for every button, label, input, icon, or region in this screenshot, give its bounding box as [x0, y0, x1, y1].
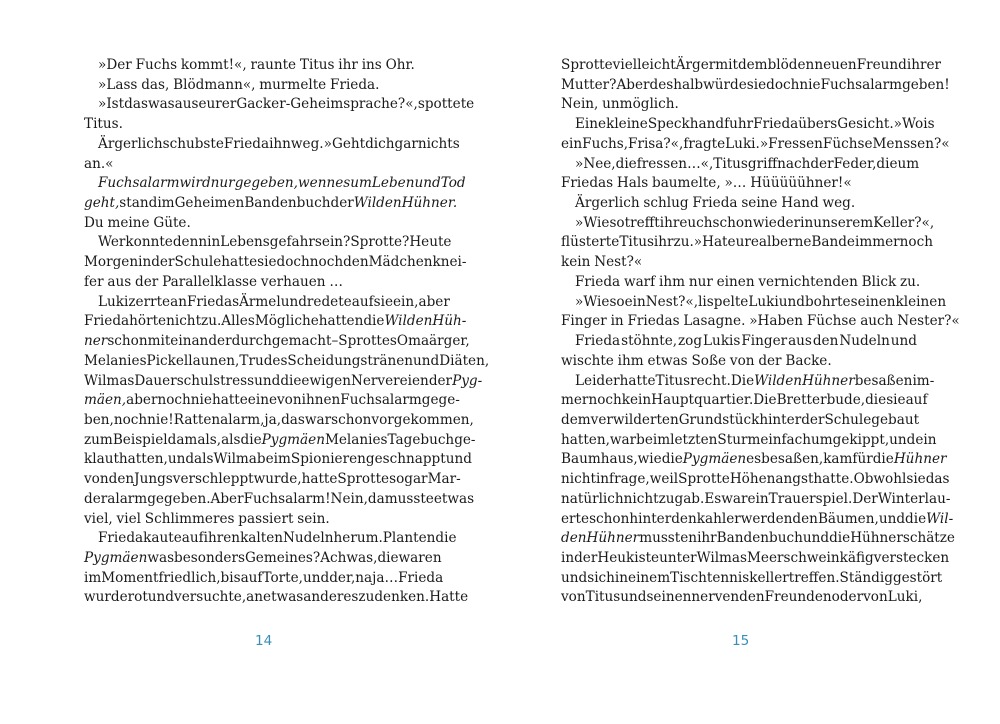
text-line: Wilmas Dauerschulstress und die ewigen Nervereien der Pyg-	[84, 372, 483, 389]
text-line: Frieda warf ihm nur einen vernichtenden Blick zu.	[575, 273, 921, 290]
text-line: dem verwilderten Grundstück hinter der Schule gebaut	[561, 411, 920, 428]
text-line: kein Nest?«	[561, 254, 643, 271]
text-line: hatten, war beim letzten Sturm einfach umgekippt, und ein	[561, 431, 937, 448]
text-line: und sich in einem Tischtenniskeller treffen. Ständig gestört	[561, 569, 943, 586]
text-line: Pygmäen was besonders Gemeines? Ach was, die waren	[84, 549, 442, 566]
text-line: Morgen in der Schule hatte sie doch noch den Mädchenknei-	[84, 254, 467, 271]
text-line: ein Fuchs, Frisa?«, fragte Luki. »Fressen Füchse Menssen?«	[561, 135, 950, 152]
page-number-left: 14	[255, 633, 273, 649]
text-line: natürlich nicht zugab. Es war ein Trauerspiel. Der Winter lau-	[561, 490, 951, 507]
text-line: deralarm gegeben. Aber Fuchsalarm! Nein, da musste etwas	[84, 490, 475, 507]
text-line: fer aus der Parallelklasse verhauen …	[84, 273, 343, 290]
text-line: Frieda hörte nicht zu. Alles Mögliche hatten die Wilden Hüh-	[84, 313, 467, 330]
text-line: Friedas Hals baumelte, »… Hüüüüühner!«	[561, 175, 852, 192]
text-line: flüsterte Titus ihr zu. »Hat eure alberne Bande immer noch	[561, 234, 933, 251]
text-line: zum Beispiel damals, als die Pygmäen Melanies Tagebuch ge-	[84, 431, 476, 448]
text-line: viel, viel Schlimmeres passiert sein.	[84, 510, 330, 527]
text-line: Frieda kaute auf ihren kalten Nudeln herum. Planten die	[98, 530, 457, 547]
text-line: Titus.	[84, 116, 123, 133]
page-number-right: 15	[732, 633, 750, 649]
text-line: erte schon hinter den kahler werdenden Bäumen, und die Wil-	[561, 510, 954, 527]
text-line: in der Heukiste unter Wilmas Meerschweinkäfig verstecken	[561, 549, 950, 566]
text-line: Ärgerlich schubste Frieda ihn weg. »Geht dich gar nichts	[98, 135, 460, 152]
text-line: Du meine Güte.	[84, 214, 191, 231]
text-line: Ärgerlich schlug Frieda seine Hand weg.	[575, 195, 856, 212]
text-line: »Nee, die fressen …«, Titus griff nach der Feder, die um	[575, 155, 920, 172]
text-line: den Hühner mussten ihr Bandenbuch und die Hühnerschätze	[561, 530, 955, 547]
text-line: geht, stand im Geheimen Bandenbuch der Wilden Hühner.	[84, 195, 458, 212]
text-line: mäen, aber noch nie hatte eine von ihnen Fuchsalarm gege-	[84, 392, 460, 409]
text-line: wischte ihm etwas Soße von der Backe.	[561, 352, 832, 369]
text-line: »Der Fuchs kommt!«, raunte Titus ihr ins Ohr.	[98, 57, 415, 73]
text-line: von den Jungs verschleppt wurde, hatte Sprotte sogar Mar-	[84, 471, 461, 488]
text-line: an.«	[84, 155, 114, 172]
text-line: Luki zerrte an Friedas Ärmel und redete auf sie ein, aber	[98, 293, 450, 310]
text-line: »Ist das was aus eurer Gacker-Geheimsprache?«, spottete	[98, 96, 475, 113]
text-line: Nein, unmöglich.	[561, 96, 679, 113]
text-line: »Lass das, Blödmann«, murmelte Frieda.	[98, 76, 380, 93]
text-line: Fuchsalarm wird nur gegeben, wenn es um Leben und Tod	[98, 175, 466, 192]
text-line: ner schon miteinander durchgemacht – Sprottes Omaärger,	[84, 333, 470, 350]
left-page-body	[84, 56, 490, 608]
text-line: Leider hatte Titus recht. Die Wilden Hühner besaßen im-	[575, 372, 935, 389]
text-line: im Moment friedlich, bis auf Torte, und der, na ja … Frieda	[84, 569, 444, 586]
text-line: ben, noch nie! Rattenalarm, ja, das war schon vorgekommen,	[84, 411, 474, 428]
text-line: mer noch kein Hauptquartier. Die Bretterbude, die sie auf	[561, 392, 928, 409]
text-line: Sprotte vielleicht Ärger mit dem blöden neuen Freund ihrer	[561, 57, 942, 73]
right-page-body	[561, 56, 960, 608]
text-line: Wer konnte denn in Lebensgefahr sein? Sprotte? Heute	[98, 234, 452, 251]
text-line: »Wieso trefft ihr euch schon wieder in unserem Keller?«,	[575, 214, 935, 231]
text-line: Melanies Pickellaunen, Trudes Scheidungstränen und Diäten,	[84, 352, 490, 369]
text-line: Baumhaus, wie die Pygmäen es besaßen, kam für die Hühner	[561, 451, 947, 468]
text-line: Frieda stöhnte, zog Lukis Finger aus den Nudeln und	[575, 333, 917, 350]
text-line: Mutter? Aber deshalb würde sie doch nie Fuchsalarm geben!	[561, 76, 950, 93]
text-line: nicht infrage, weil Sprotte Höhenangst hatte. Obwohl sie das	[561, 471, 950, 488]
text-line: »Wieso ein Nest?«, lispelte Luki und bohrte seinen kleinen	[575, 293, 947, 310]
text-line: wurde rot und versuchte, an etwas anderes zu denken. Hatte	[84, 589, 469, 606]
text-line: Eine kleine Speckhand fuhr Frieda übers Gesicht. »Wo is	[575, 116, 935, 133]
text-line: Finger in Friedas Lasagne. »Haben Füchse auch Nester?«	[561, 313, 960, 330]
text-line: klaut hatten, und als Wilma beim Spionieren geschnappt und	[84, 451, 472, 468]
text-line: von Titus und seinen nervenden Freunden oder von Luki,	[561, 589, 923, 606]
